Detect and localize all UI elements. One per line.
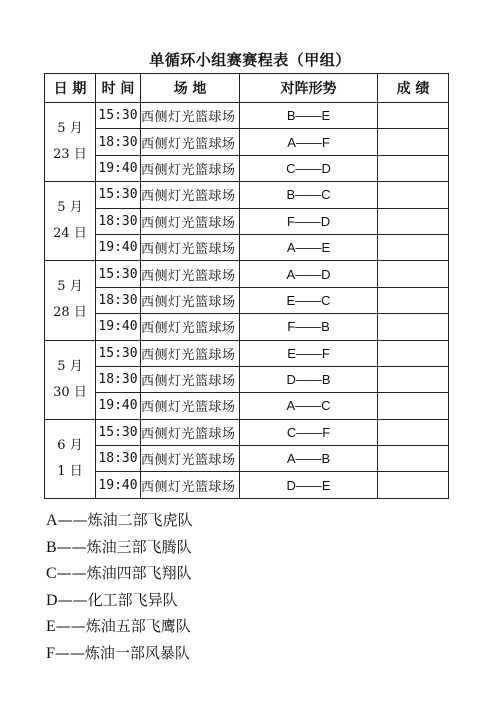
result-cell [378,393,449,419]
result-cell [378,287,449,313]
result-cell [378,472,449,498]
date-month: 6 月 [57,437,83,453]
match-cell: B——C [240,182,378,208]
table-row [45,314,449,340]
result-cell [378,340,449,366]
legend-letter: D [46,591,58,609]
table-row [45,366,449,392]
match-cell: A——E [240,234,378,260]
legend-dash: —— [57,590,88,609]
venue-cell: 西侧灯光篮球场 [141,419,240,445]
time-cell: 19:40 [96,472,141,498]
result-cell [378,129,449,155]
match-cell: D——E [240,472,378,498]
venue-cell: 西侧灯光篮球场 [141,103,240,129]
page-title: 单循环小组赛赛程表（甲组） [149,51,351,69]
match-cell: B——E [240,103,378,129]
date-month: 5 月 [57,279,83,295]
venue-cell: 西侧灯光篮球场 [141,472,240,498]
legend-team-name: 炼油五部飞鹰队 [85,617,191,635]
match-cell: F——D [240,208,378,234]
legend-item [46,507,466,534]
time-cell: 19:40 [96,393,141,419]
legend-dash: —— [55,617,86,635]
date-cell [45,261,96,340]
schedule-table [44,73,449,499]
date-cell [45,419,96,498]
venue-cell: 西侧灯光篮球场 [141,366,240,392]
venue-cell: 西侧灯光篮球场 [141,393,240,419]
header-venue: 场 地 [141,74,240,103]
legend-letter: B [46,538,57,556]
venue-cell: 西侧灯光篮球场 [141,340,240,366]
legend-team-name: 炼油三部飞腾队 [86,537,192,556]
table-row [45,234,449,260]
table-header-row [45,74,449,103]
table-row [45,208,449,234]
result-cell [378,261,449,287]
venue-cell: 西侧灯光篮球场 [141,129,240,155]
date-cell [45,103,96,182]
match-cell: C——F [240,419,378,445]
match-cell: A——B [240,446,378,472]
match-cell: E——F [240,340,378,366]
table-row [45,340,449,366]
date-day: 23 日 [53,147,87,163]
date-day: 30 日 [53,384,87,400]
legend-team-name: 化工部飞异队 [87,590,178,609]
venue-cell: 西侧灯光篮球场 [141,234,240,260]
legend-item [46,587,466,614]
legend-dash: —— [56,537,87,556]
result-cell [378,234,449,260]
match-cell: C——D [240,155,378,181]
header-result: 成 绩 [378,74,449,103]
legend-team-name: 炼油四部飞翔队 [86,564,192,582]
table-row [45,129,449,155]
date-cell [45,182,96,261]
legend-item [46,560,466,587]
time-cell: 19:40 [96,234,141,260]
legend-dash: —— [56,564,87,582]
match-cell: F——B [240,314,378,340]
table-row [45,261,449,287]
result-cell [378,419,449,445]
result-cell [378,208,449,234]
legend-item [46,640,466,667]
match-cell: A——F [240,129,378,155]
time-cell: 15:30 [96,182,141,208]
legend-item [46,534,466,561]
result-cell [378,446,449,472]
schedule-body [45,103,449,499]
time-cell: 19:40 [96,155,141,181]
legend-dash: —— [57,511,88,529]
date-day: 1 日 [57,463,83,479]
time-cell: 18:30 [96,129,141,155]
result-cell [378,182,449,208]
header-time: 时 间 [96,74,141,103]
legend-item [46,613,466,640]
table-row [45,103,449,129]
legend-letter: C [46,565,57,582]
match-cell: E——C [240,287,378,313]
date-month: 5 月 [57,200,83,216]
header-match: 对阵形势 [240,74,378,103]
legend-dash: —— [54,643,85,662]
table-row [45,446,449,472]
match-cell: D——B [240,366,378,392]
time-cell: 18:30 [96,208,141,234]
table-row [45,155,449,181]
result-cell [378,366,449,392]
match-cell: A——D [240,261,378,287]
time-cell: 18:30 [96,287,141,313]
match-cell: A——C [240,393,378,419]
table-row [45,472,449,498]
time-cell: 18:30 [96,446,141,472]
time-cell: 19:40 [96,314,141,340]
venue-cell: 西侧灯光篮球场 [141,182,240,208]
venue-cell: 西侧灯光篮球场 [141,261,240,287]
venue-cell: 西侧灯光篮球场 [141,314,240,340]
date-day: 28 日 [53,305,87,321]
table-row [45,419,449,445]
header-date: 日 期 [45,74,96,103]
date-cell [45,340,96,419]
legend-team-name: 炼油一部风暴队 [84,643,190,662]
legend-letter: F [46,644,55,662]
time-cell: 15:30 [96,261,141,287]
venue-cell: 西侧灯光篮球场 [141,446,240,472]
legend-team-name: 炼油二部飞虎队 [87,511,193,529]
legend-letter: A [46,512,58,529]
result-cell [378,103,449,129]
time-cell: 15:30 [96,419,141,445]
table-row [45,393,449,419]
table-row [45,287,449,313]
venue-cell: 西侧灯光篮球场 [141,208,240,234]
team-legend [46,507,466,666]
time-cell: 15:30 [96,340,141,366]
result-cell [378,314,449,340]
legend-letter: E [46,618,56,635]
date-month: 5 月 [57,121,83,137]
venue-cell: 西侧灯光篮球场 [141,155,240,181]
time-cell: 18:30 [96,366,141,392]
time-cell: 15:30 [96,103,141,129]
result-cell [378,155,449,181]
date-day: 24 日 [53,226,87,242]
table-row [45,182,449,208]
date-month: 5 月 [57,358,83,374]
venue-cell: 西侧灯光篮球场 [141,287,240,313]
